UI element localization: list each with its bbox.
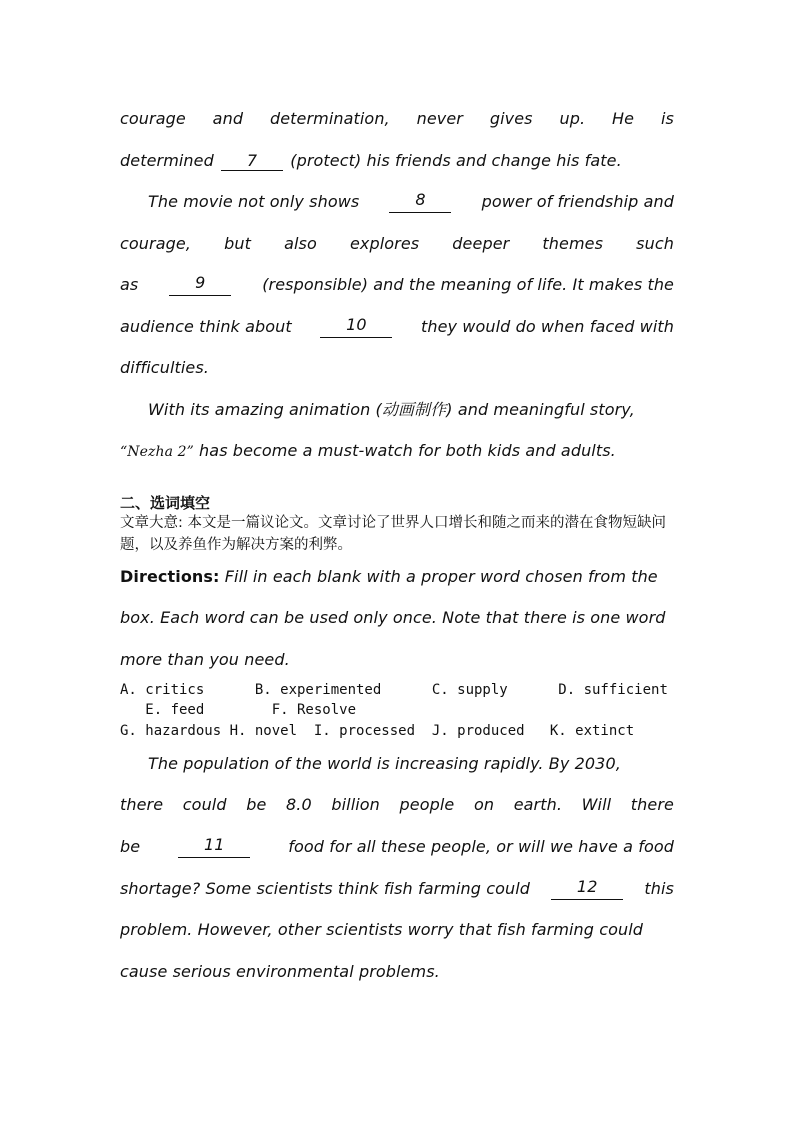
word-options-row-2: E. feed F. Resolve: [120, 702, 357, 718]
word: such: [636, 234, 674, 253]
word: courage,: [120, 234, 191, 253]
p1-line-8: With its amazing animation (动画制作) and meaningful story,: [148, 400, 635, 419]
word: be: [246, 795, 267, 814]
word: never: [416, 109, 463, 128]
word: themes: [542, 234, 604, 253]
word: there: [120, 795, 164, 814]
text: (responsible) and the meaning of life. It makes the: [262, 275, 674, 294]
section-heading: 二、选词填空: [120, 494, 211, 512]
p1-line-2: [120, 150, 674, 172]
word: billion: [331, 795, 380, 814]
word-options-row-1: A. critics B. experimented C. supply D. sufficient: [120, 682, 668, 698]
text: this: [644, 879, 674, 898]
word: 8.0: [286, 795, 312, 814]
word: Will: [581, 795, 612, 814]
p1-line-9: [120, 440, 674, 463]
text: The movie not only shows: [148, 192, 360, 211]
word: earth.: [513, 795, 563, 814]
p1-line-3: [120, 191, 674, 213]
word: and: [212, 109, 244, 128]
p2-line-1: The population of the world is increasing rapidly. By 2030,: [148, 754, 621, 773]
p2-line-3: [120, 836, 674, 858]
blank-10[interactable]: 10: [320, 316, 392, 338]
text: audience think about: [120, 317, 292, 336]
word: could: [182, 795, 227, 814]
word: is: [660, 109, 674, 128]
text: (protect) his friends and change his fate.: [290, 151, 622, 170]
text: food for all these people, or will we have a food: [288, 837, 674, 856]
text: shortage? Some scientists think fish farming could: [120, 879, 531, 898]
word: courage: [120, 109, 186, 128]
word: deeper: [452, 234, 510, 253]
directions-line-3: more than you need.: [120, 650, 290, 669]
p1-line-6: [120, 316, 674, 338]
text: be: [120, 837, 141, 856]
word-options-row-3: G. hazardous H. novel I. processed J. produced K. extinct: [120, 723, 635, 739]
word: also: [284, 234, 317, 253]
text: Fill in each blank with a proper word chosen from the: [219, 567, 658, 586]
word: on: [473, 795, 495, 814]
directions-label: Directions:: [120, 567, 220, 586]
word: but: [224, 234, 251, 253]
word: He: [612, 109, 635, 128]
word: there: [630, 795, 674, 814]
text: determined: [120, 151, 214, 170]
blank-9[interactable]: 9: [169, 274, 231, 296]
p1-line-5: [120, 274, 674, 296]
p1-line-1: [120, 108, 674, 130]
p2-line-4: [120, 878, 674, 900]
blank-7[interactable]: 7: [221, 152, 283, 171]
word: up.: [559, 109, 586, 128]
movie-title: “Nezha 2”: [120, 444, 194, 460]
word: explores: [349, 234, 420, 253]
word: determination,: [269, 109, 390, 128]
p1-line-4: [120, 233, 674, 255]
directions-line-2: box. Each word can be used only once. Note that there is one word: [120, 608, 666, 627]
p2-line-2: [120, 794, 674, 816]
text: as: [120, 275, 139, 294]
text: they would do when faced with: [420, 317, 674, 336]
summary: 文章大意: 本文是一篇议论文。文章讨论了世界人口增长和随之而来的潜在食物短缺问题，以及养鱼作为解决方案的利弊。: [120, 515, 666, 553]
p2-line-6: cause serious environmental problems.: [120, 962, 440, 981]
blank-12[interactable]: 12: [551, 878, 623, 900]
text: power of friendship and: [481, 192, 674, 211]
p2-line-5: problem. However, other scientists worry that fish farming could: [120, 920, 644, 939]
blank-8[interactable]: 8: [389, 191, 451, 213]
text: has become a must-watch for both kids and adults.: [193, 441, 616, 460]
word: gives: [489, 109, 533, 128]
directions-line-1: [120, 566, 674, 588]
p1-line-7: difficulties.: [120, 358, 209, 377]
blank-11[interactable]: 11: [178, 836, 250, 858]
word: people: [399, 795, 455, 814]
